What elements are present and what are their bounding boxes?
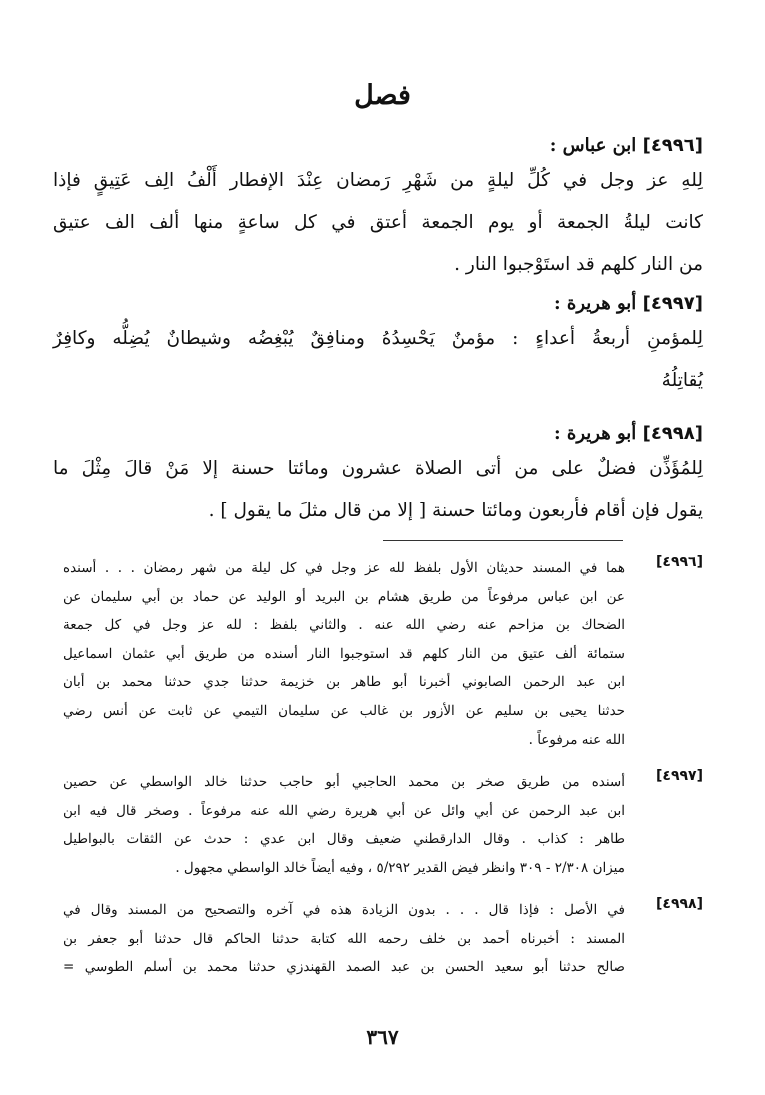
- hadith-entry-4996: [53, 132, 703, 286]
- footnote-number: [٤٩٩٧]: [656, 768, 703, 784]
- entry-number: [٤٩٩٦]: [642, 135, 703, 156]
- entry-number: [٤٩٩٨]: [642, 423, 703, 444]
- entry-text-line: لِلمُؤَذِّن فضلٌ على من أتى الصلاة عشرون ومائتا حسنة إلا مَنْ قالَ مِثْلَ ما: [53, 458, 703, 479]
- entry-text-line: لِلهِ عز وجل في كُلِّ ليلةٍ من شَهْرِ رَمضان عِنْدَ الإفطار أَلْفُ الِف عَتِيقٍ فإذا: [53, 170, 703, 191]
- footnote-line: أسنده من طريق صخر بن محمد الحاجبي أبو حاجب حدثنا خالد الواسطي عن حصين: [63, 774, 625, 790]
- footnote-line: ابن عبد الرحمن عن أبي وائل عن أبي هريرة رضي الله عنه مرفوعاً . وصخر قال فيه ابن: [63, 802, 625, 819]
- section-title: فصل: [354, 80, 411, 111]
- footnote-line: هما في المسند حديثان الأول بلفظ لله عز وجل في كل ليلة من شهر رمضان . . . أسنده: [63, 560, 625, 576]
- entry-narrator: أبو هريرة :: [554, 293, 637, 314]
- footnote-4997: [63, 768, 703, 882]
- footnote-line: الضحاك بن مزاحم عنه رضي الله عنه . والثاني بلفظ : لله عز وجل في كل جمعة: [63, 617, 625, 634]
- hadith-entry-4998: [53, 420, 703, 532]
- entry-text-line: يقول فإن أقام فأربعون ومائتا حسنة [ إلا من قال مثلَ ما يقول ] .: [208, 500, 703, 521]
- footnote-line: ابن عبد الرحمن الصابوني أخبرنا أبو طاهر بن خزيمة حدثنا جدي حدثنا محمد بن أبان: [63, 674, 625, 691]
- footnote-4996: [63, 554, 703, 754]
- footnote-line: طاهر : كذاب . وقال الدارقطني ضعيف وقال ابن عدي : حدث عن الثقات بالبواطيل: [63, 831, 625, 848]
- footnote-line: الله عنه مرفوعاً .: [528, 731, 625, 748]
- entry-narrator: ابن عباس :: [549, 135, 637, 156]
- footnote-line: صالح حدثنا أبو سعيد الحسن بن عبد الصمد القهندزي حدثنا محمد بن أسلم الطوسي =: [63, 959, 625, 976]
- footnote-line: ستمائة ألف عتيق من النار كلهم قد استوجبوا النار أسنده من طريق أبي عثمان اسماعيل: [63, 645, 625, 662]
- entry-text-line: من النار كلهم قد استَوْجبوا النار .: [454, 254, 703, 275]
- entry-number: [٤٩٩٧]: [642, 293, 703, 314]
- footnote-number: [٤٩٩٦]: [656, 554, 703, 570]
- footnote-body: [63, 554, 625, 754]
- footnote-body: [63, 768, 625, 882]
- entry-narrator: أبو هريرة :: [554, 423, 637, 444]
- footnote-body: [63, 896, 625, 982]
- footnote-divider: [383, 540, 623, 541]
- entry-text-line: لِلمؤمنِ أربعةُ أعداءٍ : مؤمنٌ يَحْسِدُهُ ومنافِقٌ يُبْغِضُه وشيطانٌ يُضِلُّه وكافِرٌ: [53, 328, 703, 349]
- footnote-number: [٤٩٩٨]: [656, 896, 703, 912]
- footnote-4998: [63, 896, 703, 982]
- entry-header: [53, 290, 703, 318]
- footnote-line: المسند : أخبرناه أحمد بن خلف رحمه الله كتابة حدثنا الحاكم قال حدثنا أبو جعفر بن: [63, 930, 625, 947]
- entry-text-line: كانت ليلةُ الجمعة أو يوم الجمعة أعتق في كل ساعةٍ منها ألف الف عتيق: [53, 212, 703, 233]
- entry-header: [53, 132, 703, 160]
- entry-text-line: يُقاتِلُهُ: [661, 370, 703, 391]
- footnote-line: في الأصل : فإذا قال . . . بدون الزيادة هذه في آخره والتصحيح من المسند وقال في: [63, 902, 625, 918]
- footnote-line: ميزان ٢/٣٠٨ - ٣٠٩ وانظر فيض القدير ٥/٢٩٢ ، وفيه أيضاً خالد الواسطي مجهول .: [175, 859, 625, 876]
- footnote-line: حدثنا يحيى بن سليم عن الأزور بن غالب عن سليمان التيمي عن ثابت عن أنس رضي: [63, 702, 625, 719]
- page-number: ٣٦٧: [366, 1025, 399, 1049]
- entry-header: [53, 420, 703, 448]
- hadith-entry-4997: [53, 290, 703, 402]
- footnote-line: عن ابن عباس مرفوعاً من طريق هشام بن البريد أو الوليد عن حماد بن أبي سليمان عن: [63, 588, 625, 605]
